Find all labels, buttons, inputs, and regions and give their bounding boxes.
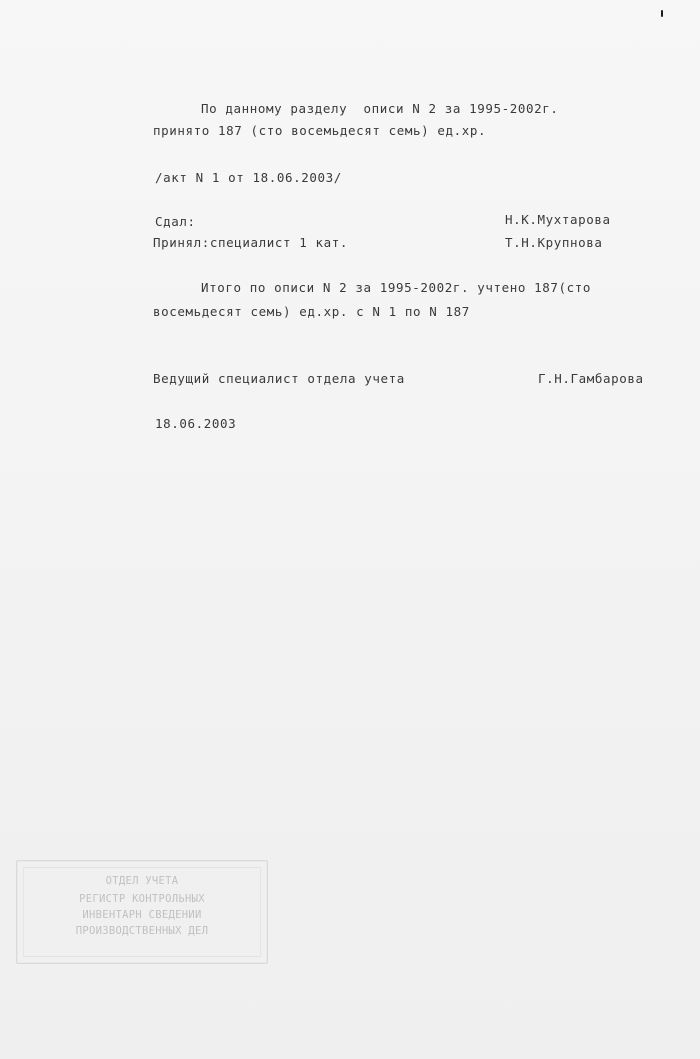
accepted-by-name: Т.Н.Крупнова [505, 235, 603, 250]
paragraph-accepted-line-2: принято 187 (сто восемьдесят семь) ед.хр. [153, 123, 487, 138]
lead-specialist-label: Ведущий специалист отдела учета [153, 371, 405, 386]
accepted-by-label: Принял:специалист 1 кат. [153, 235, 349, 250]
act-reference: /акт N 1 от 18.06.2003/ [155, 170, 342, 185]
handed-over-label: Сдал: [155, 214, 196, 229]
total-summary-line-2: восемьдесят семь) ед.хр. с N 1 по N 187 [153, 304, 470, 319]
stamp-line-3: ИНВЕНТАРН СВЕДЕНИЙ [82, 909, 202, 921]
lead-specialist-name: Г.Н.Гамбарова [538, 371, 644, 386]
stamp-line-4: ПРОИЗВОДСТВЕННЫХ ДЕЛ [75, 925, 209, 937]
paragraph-accepted-line-1: По данному разделу описи N 2 за 1995-2002г. [201, 101, 559, 116]
stamp-line-2: РЕГИСТР КОНТРОЛЬНЫХ [79, 893, 205, 905]
document-date: 18.06.2003 [155, 416, 237, 431]
stamp-line-1: ОТДЕЛ УЧЕТА [105, 875, 179, 887]
faded-stamp [16, 860, 268, 964]
total-summary-line-1: Итого по описи N 2 за 1995-2002г. учтено 187(сто [201, 280, 592, 295]
handed-over-name: Н.К.Мухтарова [505, 212, 611, 227]
ink-speck [661, 10, 663, 17]
